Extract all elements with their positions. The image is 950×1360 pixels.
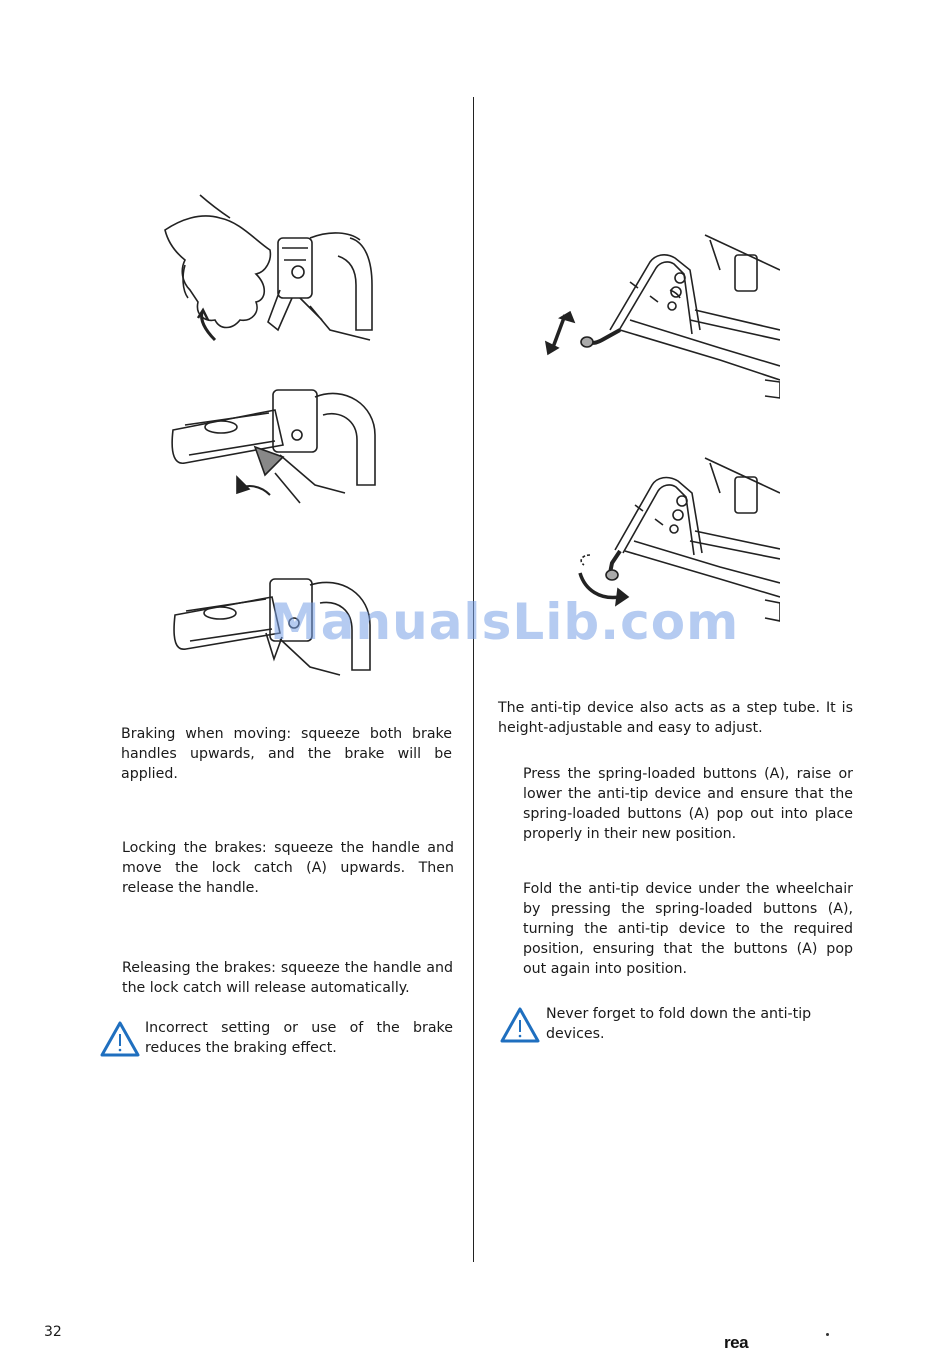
registered-mark bbox=[826, 1333, 829, 1336]
brand-logo: rea bbox=[724, 1333, 749, 1352]
warning-triangle-icon bbox=[499, 1006, 541, 1048]
brake-squeeze-illustration bbox=[160, 190, 380, 360]
brake-warning-text: Incorrect setting or use of the brake reduces the braking effect. bbox=[145, 1020, 453, 1056]
locking-brakes-text: Locking the brakes: squeeze the handle and move the lock catch (A) upwards. Then release the handle. bbox=[122, 840, 454, 896]
releasing-brakes-text: Releasing the brakes: squeeze the handle and the lock catch will release automatically. bbox=[122, 960, 453, 996]
anti-tip-warning-text: Never forget to fold down the anti-tip devices. bbox=[546, 1006, 812, 1042]
lock-catch-illustration bbox=[165, 385, 385, 515]
watermark: ManualsLib.com bbox=[270, 593, 740, 651]
anti-tip-adjust-text: Press the spring-loaded buttons (A), raise or lower the anti-tip device and ensure that the spring-loaded buttons (A) pop out into place properly in their new position. bbox=[523, 766, 853, 842]
anti-tip-intro-text: The anti-tip device also acts as a step tube. It is height-adjustable and easy to adjust. bbox=[498, 700, 853, 736]
page-number: 32 bbox=[44, 1324, 62, 1340]
anti-tip-adjust-illustration bbox=[540, 230, 780, 410]
braking-moving-text: Braking when moving: squeeze both brake handles upwards, and the brake will be applied. bbox=[121, 726, 452, 782]
anti-tip-fold-text: Fold the anti-tip device under the wheelchair by pressing the spring-loaded buttons (A), turning the anti-tip device to the required position, ensuring that the buttons (A) pop out again into position. bbox=[523, 881, 853, 977]
warning-triangle-icon bbox=[99, 1020, 141, 1062]
column-divider bbox=[473, 97, 474, 1262]
